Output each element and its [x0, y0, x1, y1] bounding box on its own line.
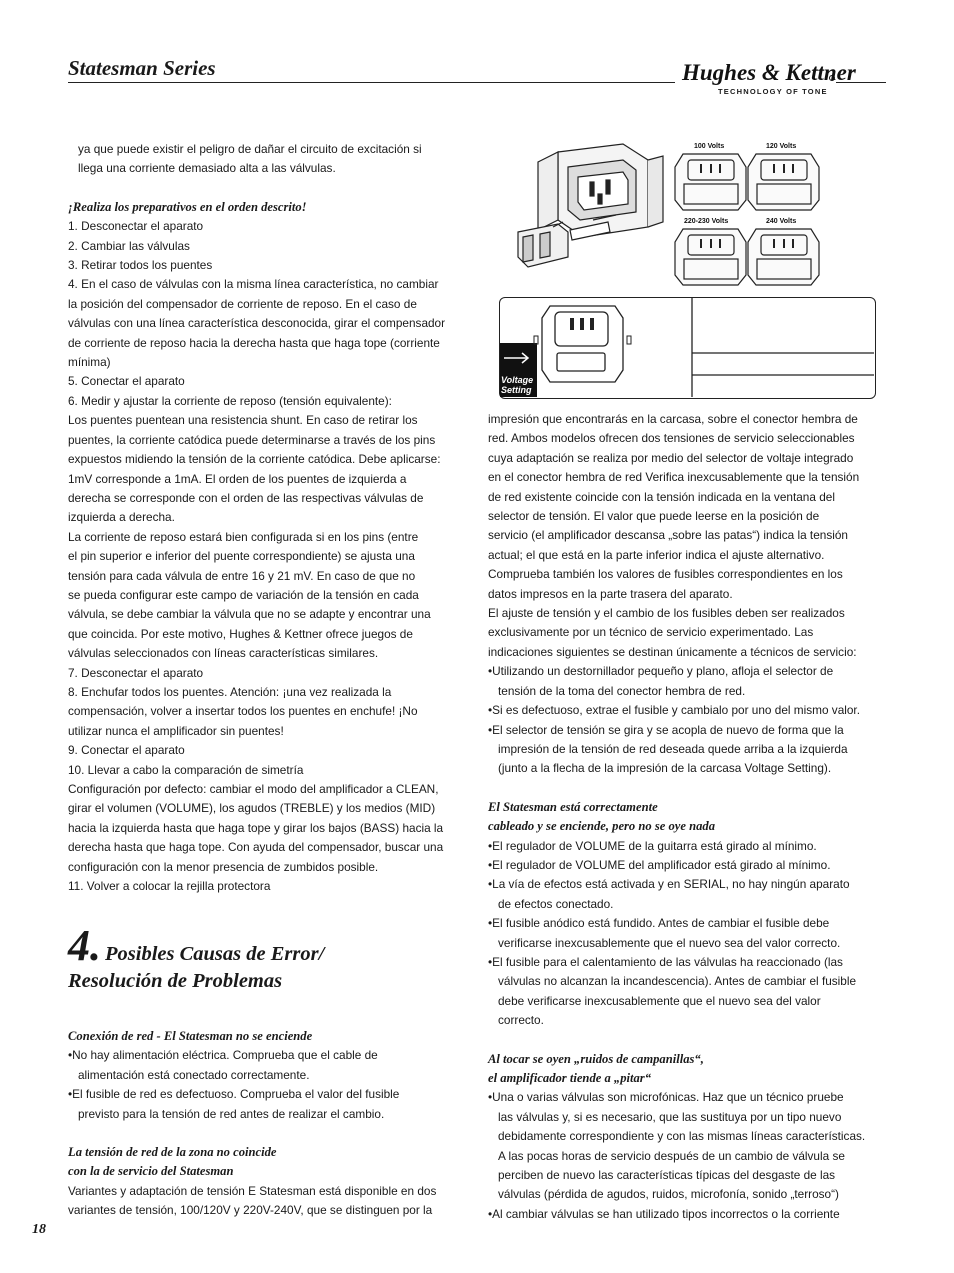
bullet-item	[488, 856, 888, 875]
bullet-line: •El fusible para el calentamiento de las válvulas ha reaccionado (las	[488, 954, 843, 969]
voltage-line: cuya adaptación se realiza por medio del selector de voltaje integrado	[488, 450, 854, 465]
right-column	[488, 410, 888, 1224]
nosound-heading-line2: cableado y se enciende, pero no se oye nada	[488, 819, 715, 834]
prep-line: 7. Desconectar el aparato	[68, 665, 204, 680]
prep-line: válvula, se debe cambiar la válvula que no se adapte y encontrar una	[68, 607, 431, 622]
bullet-line: A las pocas horas de servicio después de un cambio de válvula se	[498, 1148, 845, 1163]
prep-line: la posición del compensador de corriente de reposo. En el caso de	[68, 296, 417, 311]
ringing-bullets	[488, 1088, 888, 1224]
prep-line: se pueda configurar este campo de variación de la tensión en cada	[68, 587, 419, 602]
voltage-heading-line1: La tensión de red de la zona no coincide	[68, 1145, 277, 1160]
brand-logo-text: Hughes & Kettner	[682, 60, 856, 85]
prep-line: 8. Enchufar todos los puentes. Atención: ¡una vez realizada la	[68, 684, 392, 699]
voltage-setting-box	[499, 297, 876, 399]
prep-line: tensión para cada válvula de entre 16 y 21 mV. En caso de que no	[68, 568, 416, 583]
bullet-item	[488, 914, 888, 953]
label-120-volts: 120 Volts	[766, 143, 797, 150]
bullet-item	[488, 837, 888, 856]
bullet-line: •Utilizando un destornillador pequeño y plano, afloja el selector de	[488, 664, 834, 679]
prep-line: que coincida. Por este motivo, Hughes & Kettner ofrece juegos de	[68, 626, 413, 641]
mains-bullets	[68, 1046, 468, 1124]
header-rule	[68, 82, 675, 83]
bullet-item	[68, 1085, 468, 1124]
voltage-line: datos impresos en la parte trasera del aparato.	[488, 586, 733, 601]
voltage-setting-line2: Setting	[501, 385, 532, 395]
prep-heading: ¡Realiza los preparativos en el orden descrito!	[68, 199, 307, 214]
prep-line: configuración con la menor presencia de zumbidos posible.	[68, 859, 379, 874]
prep-line: Configuración por defecto: cambiar el modo del amplificador a CLEAN,	[68, 782, 439, 796]
nosound-heading-line1: El Statesman está correctamente	[488, 799, 658, 814]
voltage-line: indicaciones siguientes se destinan únicamente a técnicos de servicio:	[488, 644, 857, 659]
bullet-line: las válvulas y, si es necesario, que las sustituya por un tipo nuevo	[498, 1109, 842, 1124]
voltage-line: El ajuste de tensión y el cambio de los fusibles deben ser realizados	[488, 606, 845, 621]
bullet-line: alimentación está conectado correctamente.	[78, 1067, 310, 1082]
prep-line: puentes, la corriente catódica puede determinarse a través de los pins	[68, 432, 436, 447]
ringing-heading-line2: el amplificador tiende a „pitar“	[488, 1071, 652, 1085]
bullet-item	[488, 1088, 888, 1204]
bullet-line: •La vía de efectos está activada y en SERIAL, no hay ningún aparato	[488, 877, 850, 892]
brand-logo	[680, 56, 856, 86]
bullet-line: correcto.	[498, 1013, 544, 1028]
left-column-troubleshooting	[68, 1027, 468, 1221]
mains-heading: Conexión de red - El Statesman no se enciende	[68, 1029, 313, 1043]
prep-line: utilizar nunca el amplificador sin puentes!	[68, 723, 284, 738]
prep-line: de corriente de reposo hacia la derecha hasta que haga tope (corriente	[68, 335, 440, 350]
voltage-line: selector de tensión. El valor que puede leerse en la posición de	[488, 509, 820, 524]
bullet-line: •Una o varias válvulas son microfónicas. Haz que un técnico pruebe	[488, 1090, 844, 1105]
left-column	[68, 140, 468, 896]
bullet-item	[488, 701, 888, 720]
voltage-line: actual; el que está en la parte inferior indica el ajuste alternativo.	[488, 547, 825, 562]
voltage-setting-line1: Voltage	[501, 375, 534, 385]
bullet-line: •El regulador de VOLUME de la guitarra está girado al mínimo.	[488, 838, 817, 853]
page-number: 18	[32, 1222, 46, 1237]
prep-line: 6. Medir y ajustar la corriente de reposo (tensión equivalente):	[68, 393, 392, 408]
bullet-line: •El regulador de VOLUME del amplificador está girado al mínimo.	[488, 857, 831, 872]
voltage-line: de red existente coincide con la tensión indicada en la ventana del	[488, 489, 835, 504]
label-100-volts: 100 Volts	[694, 143, 725, 150]
inlet-diagram	[500, 298, 874, 397]
prep-line: 2. Cambiar las válvulas	[68, 238, 190, 253]
prep-line: el pin superior e inferior del puente correspondiente) se ajusta una	[68, 549, 415, 564]
section-title-line1: Posibles Causas de Error/	[105, 943, 325, 965]
voltage-bullets	[488, 662, 888, 778]
bullet-line: debe verificarse inexcusablemente que el nuevo sea del valor	[498, 993, 821, 1008]
bullet-line: de efectos conectado.	[498, 896, 614, 911]
section-title-line2: Resolución de Problemas	[68, 970, 283, 992]
bullet-line: •El fusible de red es defectuoso. Comprueba el valor del fusible	[68, 1087, 400, 1102]
bullet-line: válvulas (pérdida de agudos, ruidos, microfonía, sonido „terroso“)	[498, 1187, 839, 1202]
prep-line: derecha se corresponde con el orden de las respectivas válvulas de	[68, 490, 424, 505]
prep-line: derecha hasta que haga tope. Con ayuda del compensador, buscar una	[68, 840, 444, 855]
voltage-line: red. Ambos modelos ofrecen dos tensiones de servicio seleccionables	[488, 431, 855, 446]
prep-line: 10. Llevar a cabo la comparación de simetría	[68, 762, 304, 777]
brand-tagline: TECHNOLOGY OF TONE	[718, 87, 828, 96]
prep-line: La corriente de reposo estará bien configurada si en los pins (entre	[68, 529, 419, 544]
bullet-line: válvulas no alcanzan la incandescencia). Antes de cambiar el fusible	[498, 974, 857, 989]
bullet-item	[488, 721, 888, 779]
bullet-item	[488, 875, 888, 914]
bullet-line: •Al cambiar válvulas se han utilizado tipos incorrectos o la corriente	[488, 1206, 840, 1221]
voltage-line: Variantes y adaptación de tensión E Statesman está disponible en dos	[68, 1183, 437, 1198]
prep-line: 3. Retirar todos los puentes	[68, 258, 213, 273]
prep-line: 1. Desconectar el aparato	[68, 219, 204, 234]
intro-line: llega una corriente demasiado alta a las válvulas.	[78, 161, 336, 176]
bullet-line: •No hay alimentación eléctrica. Comprueba que el cable de	[68, 1048, 378, 1063]
prep-line: expuestos midiendo la tensión de la corriente catódica. Debe aplicarse:	[68, 452, 441, 467]
prep-line: 1mV corresponde a 1mA. El orden de los puentes de izquierda a	[68, 471, 407, 486]
section-heading	[68, 921, 468, 994]
bullet-line: verificarse inexcusablemente que el nuevo sea del valor correcto.	[498, 935, 841, 950]
bullet-line: •Si es defectuoso, extrae el fusible y cambialo por uno del mismo valor.	[488, 703, 860, 718]
bullet-line: perciben de nuevo las características típicas del desgaste de las	[498, 1168, 836, 1183]
voltage-line: Comprueba también los valores de fusibles correspondientes en los	[488, 567, 843, 582]
prep-line: 11. Volver a colocar la rejilla protectora	[68, 879, 271, 894]
prep-line: válvulas seleccionados con líneas características similares.	[68, 646, 379, 661]
bullet-item	[488, 662, 888, 701]
voltage-line: en el conector hembra de red Verifica inexcusablemente que la tensión	[488, 470, 860, 485]
brand-logo-block	[680, 56, 856, 96]
bullet-line: •El selector de tensión se gira y se acopla de nuevo de forma que la	[488, 722, 844, 737]
prep-line: 4. En el caso de válvulas con la misma línea característica, no cambiar	[68, 277, 439, 292]
prep-line: Los puentes puentean una resistencia shunt. En caso de retirar los	[68, 413, 418, 428]
section-number: 4.	[68, 921, 101, 970]
prep-line: 5. Conectar el aparato	[68, 374, 185, 389]
voltage-paragraph	[488, 410, 888, 662]
nosound-bullets	[488, 837, 888, 1031]
prep-line: compensación, volver a insertar todos los puentes en enchufe! ¡No	[68, 704, 418, 719]
prep-line: válvulas con una línea característica desconocida, girar el compensador	[68, 316, 446, 331]
bullet-line: tensión de la toma del conector hembra de red.	[498, 683, 746, 698]
bullet-line: impresión de la tensión de red deseada quede arriba a la izquierda	[498, 741, 848, 756]
voltage-setting-label	[501, 375, 533, 395]
voltage-line: servicio (el amplificador descansa „sobre las patas“) indica la tensión	[488, 528, 848, 543]
series-title: Statesman Series	[68, 56, 216, 80]
bullet-item	[68, 1046, 468, 1085]
bullet-line: debidamente correspondiente y con las mismas líneas características.	[498, 1129, 866, 1144]
label-240-volts: 240 Volts	[766, 218, 797, 225]
prep-steps	[68, 217, 468, 896]
voltage-line: exclusivamente por un técnico de servicio experimentado. Las	[488, 625, 814, 640]
prep-line: mínima)	[68, 355, 111, 370]
voltage-heading-line2: con la de servicio del Statesman	[68, 1164, 234, 1179]
bullet-line: •El fusible anódico está fundido. Antes de cambiar el fusible debe	[488, 916, 830, 931]
label-220-230-volts: 220-230 Volts	[684, 218, 729, 225]
voltage-line: variantes de tensión, 100/120V y 220V-240V, que se distinguen por la	[68, 1203, 433, 1218]
intro-line: ya que puede existir el peligro de dañar el circuito de excitación si	[78, 142, 422, 156]
bullet-item	[488, 953, 888, 1031]
prep-line: 9. Conectar el aparato	[68, 743, 185, 758]
prep-line: hacia la izquierda hasta que haga tope y girar los bajos (BASS) hacia la	[68, 820, 444, 835]
voltage-selector-figure	[498, 132, 878, 287]
bullet-line: (junto a la flecha de la impresión de la carcasa Voltage Setting).	[498, 761, 832, 776]
prep-line: girar el volumen (VOLUME), los agudos (TREBLE) y los medios (MID)	[68, 801, 436, 816]
ringing-heading-line1: Al tocar se oyen „ruidos de campanillas“,	[488, 1051, 704, 1066]
bullet-line: previsto para la tensión de red antes de realizar el cambio.	[78, 1106, 385, 1121]
prep-line: izquierda a derecha.	[68, 510, 175, 525]
bullet-item	[488, 1205, 888, 1224]
voltage-line: impresión que encontrarás en la carcasa, sobre el conector hembra de	[488, 412, 858, 426]
